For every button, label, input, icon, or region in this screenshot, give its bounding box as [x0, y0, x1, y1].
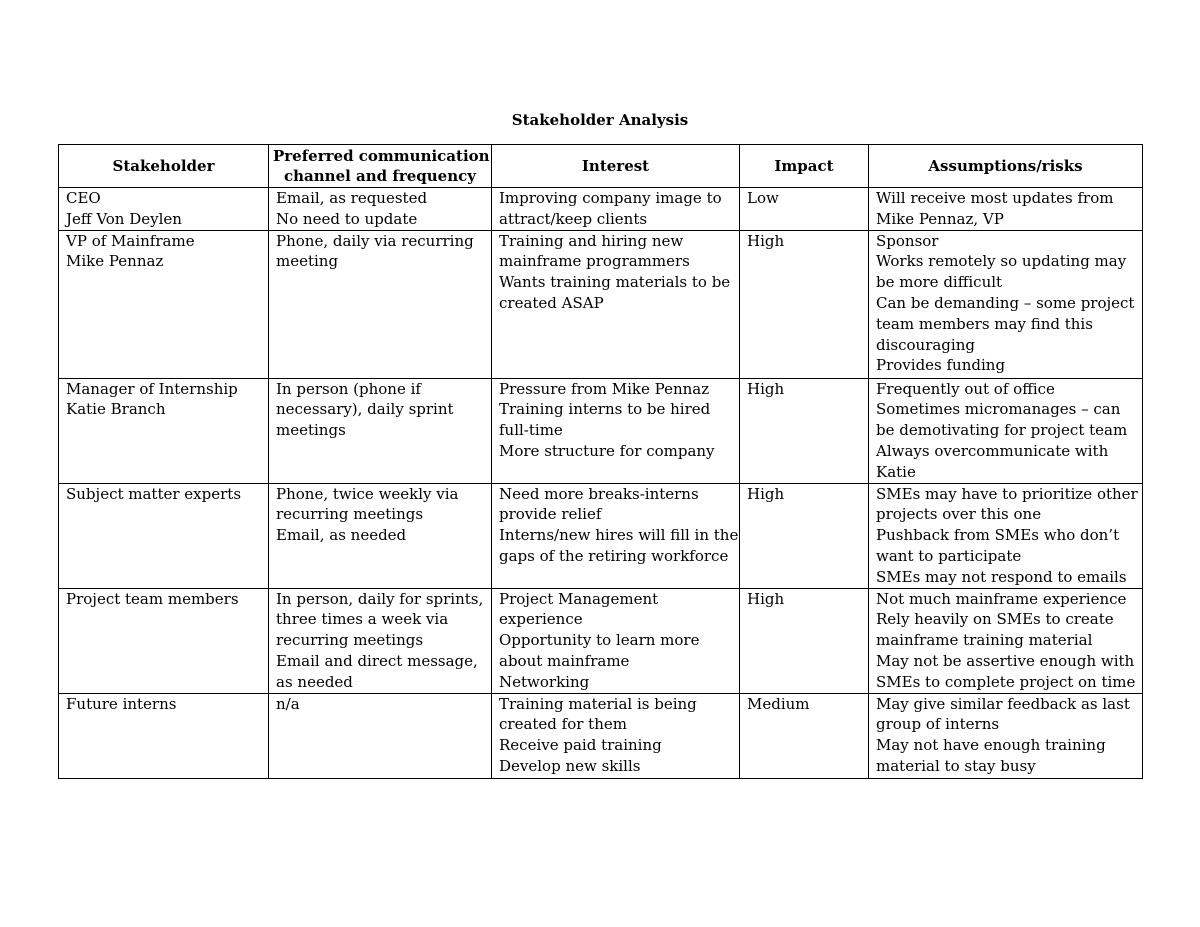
assumptions-cell-line: projects over this one [876, 505, 1042, 524]
interest-cell-line: More structure for company [499, 441, 715, 460]
communication-cell-line: meeting [276, 252, 339, 271]
stakeholder-cell-line: VP of Mainframe [66, 231, 195, 250]
assumptions-cell [869, 188, 1143, 231]
stakeholder-cell-line: Future interns [66, 694, 177, 713]
table-row [59, 588, 1143, 693]
stakeholder-cell [59, 588, 269, 693]
table-row [59, 378, 1143, 483]
impact-cell-line: High [747, 231, 785, 250]
impact-cell-line: High [747, 484, 785, 503]
impact-cell [740, 230, 869, 378]
stakeholder-cell [59, 188, 269, 231]
assumptions-cell-line: material to stay busy [876, 756, 1036, 775]
interest-cell-line: Interns/new hires will fill in the [499, 526, 739, 545]
assumptions-cell-line: May give similar feedback as last [876, 694, 1130, 713]
assumptions-cell-line: Pushback from SMEs who don’t [876, 526, 1120, 545]
assumptions-cell-line: SMEs may not respond to emails [876, 567, 1127, 586]
communication-cell-line: Phone, daily via recurring [276, 231, 474, 250]
header-interest-label: Interest [581, 157, 650, 175]
assumptions-cell-line: SMEs may have to prioritize other [876, 484, 1138, 503]
impact-cell [740, 188, 869, 231]
assumptions-cell [869, 378, 1143, 483]
assumptions-cell-line: SMEs to complete project on time [876, 672, 1136, 691]
assumptions-cell-line: Works remotely so updating may [876, 252, 1127, 271]
stakeholder-cell-line: Subject matter experts [66, 484, 242, 503]
table-row [59, 693, 1143, 778]
assumptions-cell-line: want to participate [876, 546, 1022, 565]
assumptions-cell-line: Will receive most updates from [876, 189, 1114, 207]
table-row [59, 188, 1143, 231]
interest-cell-line: Wants training materials to be [499, 273, 731, 292]
assumptions-cell-line: team members may find this [876, 314, 1093, 333]
communication-cell-line: n/a [276, 694, 300, 713]
header-stakeholder [59, 145, 269, 188]
impact-cell-line: Medium [747, 694, 810, 713]
assumptions-cell-line: May not have enough training [876, 736, 1106, 755]
communication-cell-line: Email, as needed [276, 526, 407, 545]
stakeholder-table [58, 144, 1143, 779]
interest-cell-line: full-time [499, 421, 563, 440]
communication-cell [269, 188, 492, 231]
interest-cell-line: provide relief [499, 505, 602, 524]
interest-cell-line: attract/keep clients [499, 209, 648, 228]
interest-cell-line: gaps of the retiring workforce [499, 546, 729, 565]
interest-cell [492, 378, 740, 483]
stakeholder-cell-line: Katie Branch [66, 400, 166, 419]
assumptions-cell-line: mainframe training material [876, 631, 1093, 650]
communication-cell-line: No need to update [276, 209, 418, 228]
interest-cell [492, 188, 740, 231]
assumptions-cell [869, 230, 1143, 378]
stakeholder-cell [59, 483, 269, 588]
header-impact-label: Impact [774, 157, 834, 175]
communication-cell [269, 378, 492, 483]
interest-cell-line: created for them [499, 715, 627, 734]
assumptions-cell-line: Sponsor [876, 231, 939, 250]
communication-cell-line: In person (phone if [276, 379, 421, 398]
communication-cell [269, 230, 492, 378]
communication-cell-line: necessary), daily sprint [276, 400, 454, 419]
interest-cell [492, 588, 740, 693]
interest-cell-line: Need more breaks-interns [499, 484, 699, 503]
table-header-row [59, 145, 1143, 188]
assumptions-cell-line: Rely heavily on SMEs to create [876, 610, 1114, 629]
interest-cell-line: Training and hiring new [499, 231, 684, 250]
communication-cell-line: Email and direct message, [276, 651, 478, 670]
communication-cell-line: recurring meetings [276, 505, 424, 524]
assumptions-cell-line: be more difficult [876, 273, 1003, 292]
interest-cell-line: Networking [499, 672, 590, 691]
assumptions-cell-line: Can be demanding – some project [876, 293, 1135, 312]
stakeholder-cell [59, 378, 269, 483]
header-communication [269, 145, 492, 188]
stakeholder-cell [59, 230, 269, 378]
assumptions-cell-line: be demotivating for project team [876, 421, 1128, 440]
interest-cell [492, 693, 740, 778]
impact-cell [740, 483, 869, 588]
header-communication-line: Preferred communication [273, 147, 490, 165]
impact-cell-line: High [747, 379, 785, 398]
communication-cell-line: meetings [276, 421, 346, 440]
assumptions-cell-line: May not be assertive enough with [876, 651, 1135, 670]
page-title: Stakeholder Analysis [511, 111, 689, 129]
interest-cell-line: created ASAP [499, 293, 604, 312]
impact-cell [740, 588, 869, 693]
interest-cell-line: Receive paid training [499, 736, 662, 755]
communication-cell-line: Email, as requested [276, 189, 428, 207]
communication-cell [269, 588, 492, 693]
interest-cell [492, 230, 740, 378]
impact-cell [740, 378, 869, 483]
impact-cell-line: High [747, 589, 785, 608]
stakeholder-cell [59, 693, 269, 778]
interest-cell-line: mainframe programmers [499, 252, 690, 271]
communication-cell-line: recurring meetings [276, 631, 424, 650]
interest-cell-line: Pressure from Mike Pennaz [499, 379, 710, 398]
assumptions-cell [869, 483, 1143, 588]
interest-cell-line: Develop new skills [499, 756, 641, 775]
stakeholder-cell-line: Jeff Von Deylen [66, 209, 182, 228]
assumptions-cell-line: Katie [876, 462, 916, 481]
table-row [59, 483, 1143, 588]
stakeholder-cell-line: Mike Pennaz [66, 252, 164, 271]
assumptions-cell [869, 588, 1143, 693]
impact-cell [740, 693, 869, 778]
interest-cell-line: Training material is being [499, 694, 697, 713]
assumptions-cell-line: Frequently out of office [876, 379, 1055, 398]
interest-cell-line: Improving company image to [499, 189, 722, 207]
header-interest [492, 145, 740, 188]
assumptions-cell-line: discouraging [876, 335, 975, 354]
impact-cell-line: Low [747, 189, 779, 207]
communication-cell [269, 483, 492, 588]
communication-cell-line: as needed [276, 672, 353, 691]
table-body [59, 188, 1143, 779]
assumptions-cell-line: group of interns [876, 715, 1000, 734]
stakeholder-cell-line: Manager of Internship [66, 379, 238, 398]
interest-cell-line: Project Management [499, 589, 659, 608]
table-row [59, 230, 1143, 378]
interest-cell-line: about mainframe [499, 651, 630, 670]
header-assumptions [869, 145, 1143, 188]
assumptions-cell-line: Not much mainframe experience [876, 589, 1127, 608]
header-stakeholder-label: Stakeholder [112, 157, 215, 175]
assumptions-cell-line: Provides funding [876, 356, 1006, 375]
communication-cell [269, 693, 492, 778]
interest-cell-line: experience [499, 610, 583, 629]
assumptions-cell-line: Mike Pennaz, VP [876, 209, 1004, 228]
communication-cell-line: In person, daily for sprints, [276, 589, 484, 608]
communication-cell-line: Phone, twice weekly via [276, 484, 459, 503]
assumptions-cell [869, 693, 1143, 778]
assumptions-cell-line: Sometimes micromanages – can [876, 400, 1121, 419]
stakeholder-cell-line: CEO [66, 189, 101, 207]
interest-cell-line: Training interns to be hired [499, 400, 711, 419]
header-assumptions-label: Assumptions/risks [928, 157, 1083, 175]
stakeholder-cell-line: Project team members [66, 589, 239, 608]
interest-cell-line: Opportunity to learn more [499, 631, 700, 650]
interest-cell [492, 483, 740, 588]
header-communication-line: channel and frequency [284, 167, 476, 185]
assumptions-cell-line: Always overcommunicate with [876, 441, 1109, 460]
header-impact [740, 145, 869, 188]
communication-cell-line: three times a week via [276, 610, 449, 629]
